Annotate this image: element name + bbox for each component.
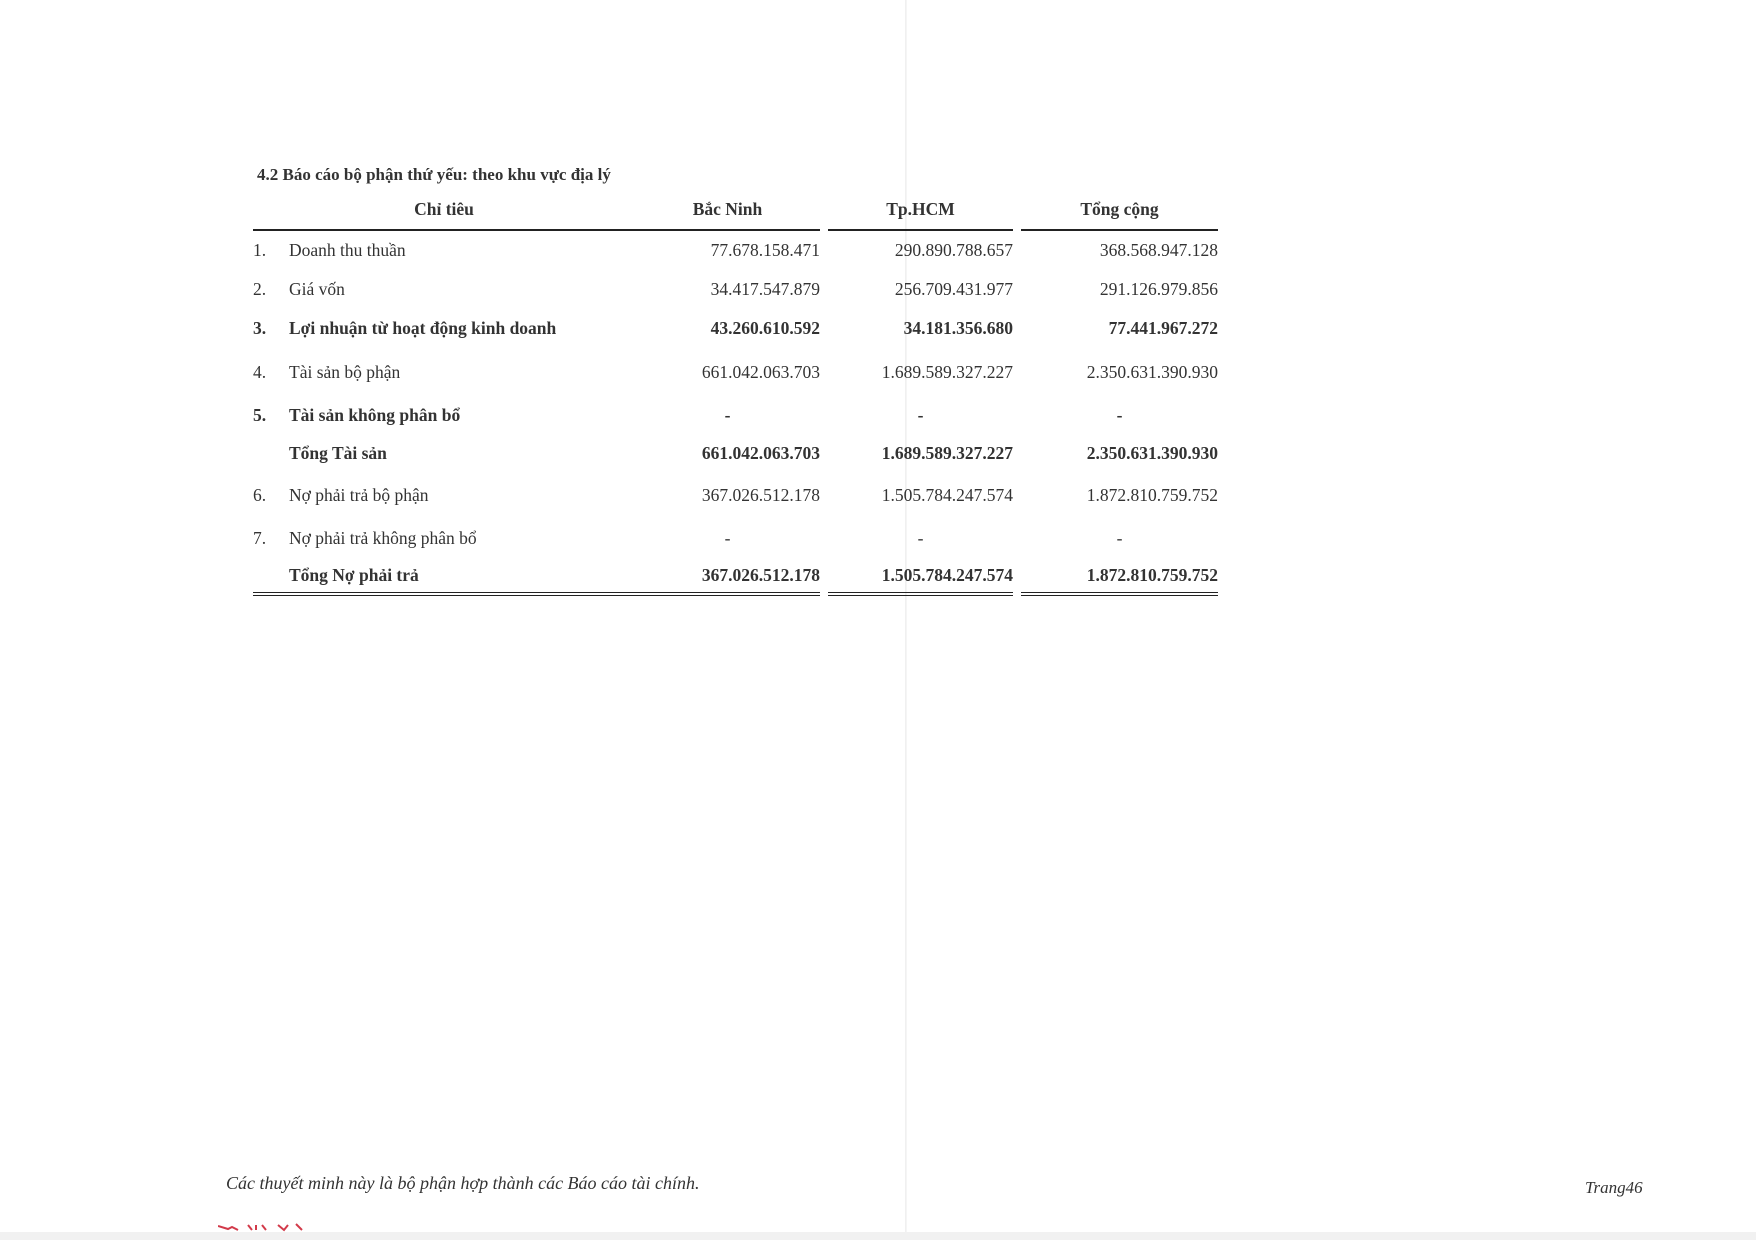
- value-tp-hcm: -: [917, 528, 924, 548]
- value-tp-hcm: 34.181.356.680: [903, 318, 1013, 338]
- row-label: Nợ phải trả không phân bổ: [289, 528, 477, 548]
- value-bac-ninh: 43.260.610.592: [710, 318, 820, 338]
- value-tong-cong: -: [1116, 405, 1123, 425]
- row-index: 3.: [253, 318, 267, 338]
- value-bac-ninh: 661.042.063.703: [701, 361, 820, 382]
- header-bac-ninh: Bắc Ninh: [635, 196, 820, 231]
- table-row: [253, 309, 1218, 348]
- table-row: [253, 471, 1218, 519]
- value-tp-hcm: 1.689.589.327.227: [881, 361, 1013, 382]
- value-tong-cong: 77.441.967.272: [1108, 318, 1218, 338]
- page-number: Trang46: [1585, 1178, 1643, 1197]
- row-label: Lợi nhuận từ hoạt động kinh doanh: [289, 318, 557, 338]
- row-index: 6.: [253, 484, 267, 505]
- row-label: Nợ phải trả bộ phận: [289, 484, 429, 505]
- row-index: 7.: [253, 528, 267, 548]
- row-index: 2.: [253, 279, 267, 299]
- value-bac-ninh: 34.417.547.879: [710, 279, 820, 299]
- table-row: [253, 519, 1218, 558]
- value-tong-cong: 2.350.631.390.930: [1086, 442, 1218, 463]
- row-index: [253, 435, 289, 471]
- value-tong-cong: 291.126.979.856: [1099, 279, 1218, 299]
- value-tp-hcm: 1.505.784.247.574: [881, 484, 1013, 505]
- table-header-row: [253, 196, 1218, 231]
- value-tp-hcm: 290.890.788.657: [894, 240, 1013, 260]
- row-label: Doanh thu thuần: [289, 240, 406, 260]
- value-tp-hcm: 1.689.589.327.227: [881, 442, 1013, 463]
- value-tong-cong: 368.568.947.128: [1099, 240, 1218, 260]
- value-tong-cong: 1.872.810.759.752: [1021, 558, 1218, 596]
- value-bac-ninh: -: [724, 405, 731, 425]
- row-index: 5.: [253, 405, 267, 425]
- value-tong-cong: 2.350.631.390.930: [1086, 361, 1218, 382]
- stamp-fragment-icon: [218, 1222, 338, 1232]
- header-tong-cong: Tổng cộng: [1021, 196, 1218, 231]
- row-label: Tài sản không phân bổ: [289, 405, 461, 425]
- value-bac-ninh: 77.678.158.471: [710, 240, 820, 260]
- footer-note: Các thuyết minh này là bộ phận hợp thành các Báo cáo tài chính.: [226, 1173, 700, 1193]
- section-title: 4.2 Báo cáo bộ phận thứ yếu: theo khu vực địa lý: [257, 165, 611, 184]
- row-label: Tổng Tài sản: [289, 442, 387, 463]
- value-bac-ninh: -: [724, 528, 731, 548]
- row-index: [253, 558, 289, 596]
- row-index: 4.: [253, 361, 267, 382]
- header-tp-hcm: Tp.HCM: [828, 196, 1013, 231]
- table-row: [253, 348, 1218, 396]
- value-bac-ninh: 367.026.512.178: [635, 558, 820, 596]
- value-tong-cong: 1.872.810.759.752: [1086, 484, 1218, 505]
- value-tp-hcm: 256.709.431.977: [894, 279, 1013, 299]
- value-tong-cong: -: [1116, 528, 1123, 548]
- table-row: [253, 270, 1218, 309]
- scan-bottom-edge: [0, 1232, 1756, 1240]
- row-label: Giá vốn: [289, 279, 345, 299]
- value-bac-ninh: 661.042.063.703: [701, 442, 820, 463]
- row-index: 1.: [253, 240, 267, 260]
- value-tp-hcm: -: [917, 405, 924, 425]
- table-row-total-liabilities: [253, 558, 1218, 596]
- row-label: Tổng Nợ phải trả: [289, 558, 635, 596]
- scan-fold-line: [905, 0, 907, 1240]
- value-bac-ninh: 367.026.512.178: [701, 484, 820, 505]
- value-tp-hcm: 1.505.784.247.574: [828, 558, 1013, 596]
- table-row: [253, 396, 1218, 435]
- segment-report-table: [253, 196, 1218, 596]
- header-chi-tieu: Chỉ tiêu: [253, 196, 635, 231]
- row-label: Tài sản bộ phận: [289, 361, 401, 382]
- table-row: [253, 231, 1218, 270]
- table-row-total-assets: [253, 435, 1218, 471]
